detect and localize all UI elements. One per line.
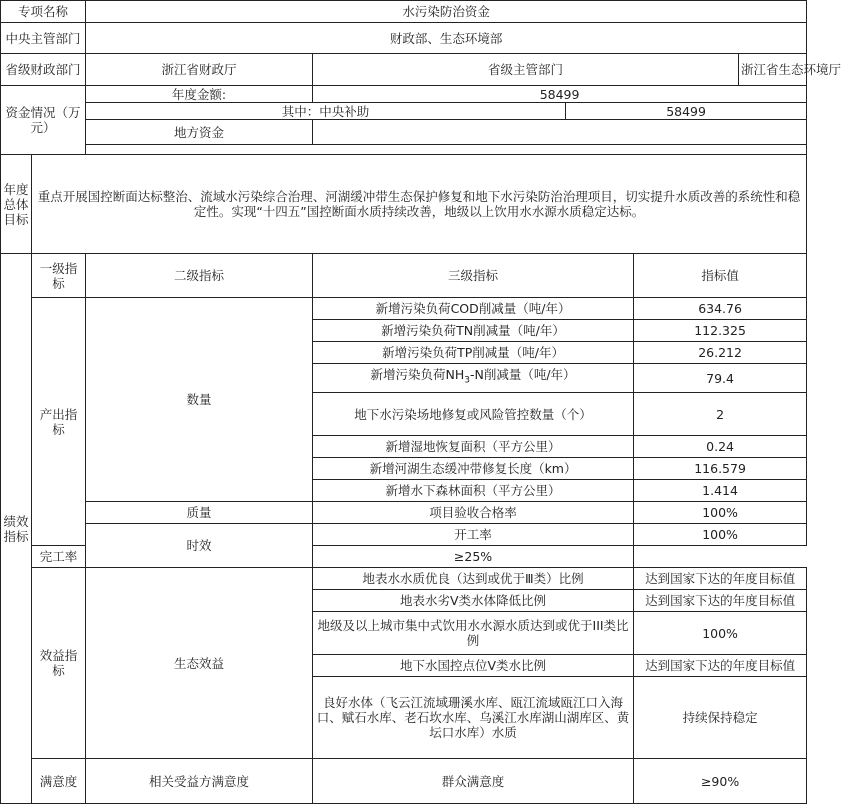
ecological-benefit-label: 生态效益 — [86, 568, 313, 759]
provincial-finance-value: 浙江省财政厅 — [86, 54, 313, 86]
indicator-value: 2 — [634, 393, 807, 436]
indicator-name: 新增污染负荷TP削减量（吨/年） — [313, 342, 634, 364]
indicator-value: 116.579 — [634, 458, 807, 480]
funding-spacer — [86, 145, 807, 155]
funding-annual-row — [1, 86, 807, 103]
annual-goal-row — [1, 155, 807, 254]
indicator-value: 112.325 — [634, 320, 807, 342]
indicator-name: 地下水污染场地修复或风险管控数量（个） — [313, 393, 634, 436]
central-dept-value: 财政部、生态环境部 — [86, 23, 807, 54]
provincial-dept-value: 浙江省生态环境厅 — [739, 54, 807, 86]
indicator-name: 地级及以上城市集中式饮用水水源水质达到或优于III类比例 — [313, 612, 634, 655]
table-row — [1, 759, 807, 804]
indicator-header-row — [1, 254, 807, 298]
timeliness-label: 时效 — [86, 524, 313, 568]
project-name-label: 专项名称 — [1, 1, 86, 23]
indicator-name-nh3 — [313, 364, 634, 393]
satisfaction-label: 满意度 — [32, 759, 86, 804]
indicator-value: 0.24 — [634, 436, 807, 458]
indicator-value: 26.212 — [634, 342, 807, 364]
funding-annual-label: 年度金额: — [86, 86, 313, 103]
provincial-dept-label: 省级主管部门 — [313, 54, 739, 86]
indicator-name: 项目验收合格率 — [313, 502, 634, 524]
indicator-value: 1.414 — [634, 480, 807, 502]
indicator-value: 100% — [634, 612, 807, 655]
stakeholder-satisfaction-label: 相关受益方满意度 — [86, 759, 313, 804]
central-dept-row — [1, 23, 807, 54]
nh3-name-prefix: 新增污染负荷NH — [370, 367, 465, 383]
indicator-value: ≥25% — [313, 546, 634, 568]
indicator-name: 地下水国控点位Ⅴ类水比例 — [313, 655, 634, 677]
nh3-name-suffix: -N削减量（吨/年） — [469, 367, 576, 383]
annual-goal-label: 年度总体目标 — [1, 155, 32, 254]
quality-label: 质量 — [86, 502, 313, 524]
funding-label: 资金情况（万元） — [1, 86, 86, 155]
table-row — [1, 502, 807, 524]
indicator-name: 地表水水质优良（达到或优于Ⅲ类）比例 — [313, 568, 634, 590]
funding-annual-value: 58499 — [313, 86, 807, 103]
col-header-level3: 三级指标 — [313, 254, 634, 298]
output-indicator-label: 产出指标 — [32, 298, 86, 546]
indicator-value: 达到国家下达的年度目标值 — [634, 590, 807, 612]
table-row — [1, 568, 807, 590]
indicator-value: 达到国家下达的年度目标值 — [634, 655, 807, 677]
provincial-finance-label: 省级财政部门 — [1, 54, 86, 86]
indicator-value: 634.76 — [634, 298, 807, 320]
indicator-value: ≥90% — [634, 759, 807, 804]
indicator-name: 新增水下森林面积（平方公里） — [313, 480, 634, 502]
project-name-value: 水污染防治资金 — [86, 1, 807, 23]
col-header-level2: 二级指标 — [86, 254, 313, 298]
indicator-value: 79.4 — [634, 364, 807, 393]
indicator-name: 开工率 — [313, 524, 634, 546]
quantity-label: 数量 — [86, 298, 313, 502]
performance-indicators-label: 绩效指标 — [1, 254, 32, 804]
col-header-level1: 一级指标 — [32, 254, 86, 298]
funding-central-label: 其中：中央补助 — [86, 103, 566, 120]
annual-goal-text: 重点开展国控断面达标整治、流域水污染综合治理、河湖缓冲带生态保护修复和地下水污染防治治理项目，切实提升水质改善的系统性和稳定性。实现“十四五”国控断面水质持续改善，地级以上饮用水水源水质稳定达标。 — [32, 155, 807, 254]
provincial-dept-row — [1, 54, 807, 86]
indicator-name: 新增污染负荷TN削减量（吨/年） — [313, 320, 634, 342]
funding-central-row — [1, 103, 807, 120]
table-row — [1, 298, 807, 320]
project-name-row — [1, 1, 807, 23]
table-row — [1, 524, 807, 546]
benefit-indicator-label: 效益指标 — [32, 568, 86, 759]
nh3-name-subscript: 3 — [464, 375, 470, 386]
indicator-name: 完工率 — [32, 546, 86, 568]
indicator-name: 新增河湖生态缓冲带修复长度（km） — [313, 458, 634, 480]
indicator-name: 良好水体（飞云江流域珊溪水库、瓯江流域瓯江口入海口、赋石水库、老石坎水库、乌溪江水库湖山湖库区、黄坛口水库）水质 — [313, 677, 634, 759]
central-dept-label: 中央主管部门 — [1, 23, 86, 54]
indicator-name: 地表水劣Ⅴ类水体降低比例 — [313, 590, 634, 612]
indicator-value: 持续保持稳定 — [634, 677, 807, 759]
indicator-name: 群众满意度 — [313, 759, 634, 804]
funding-spacer-row — [1, 145, 807, 155]
funding-central-value: 58499 — [566, 103, 807, 120]
funding-local-value — [313, 120, 807, 145]
indicator-value: 100% — [634, 524, 807, 546]
indicator-value: 达到国家下达的年度目标值 — [634, 568, 807, 590]
indicator-name: 新增污染负荷COD削减量（吨/年） — [313, 298, 634, 320]
indicator-value: 100% — [634, 502, 807, 524]
col-header-value: 指标值 — [634, 254, 807, 298]
indicator-name: 新增湿地恢复面积（平方公里） — [313, 436, 634, 458]
funding-local-label: 地方资金 — [86, 120, 313, 145]
funding-local-row — [1, 120, 807, 145]
